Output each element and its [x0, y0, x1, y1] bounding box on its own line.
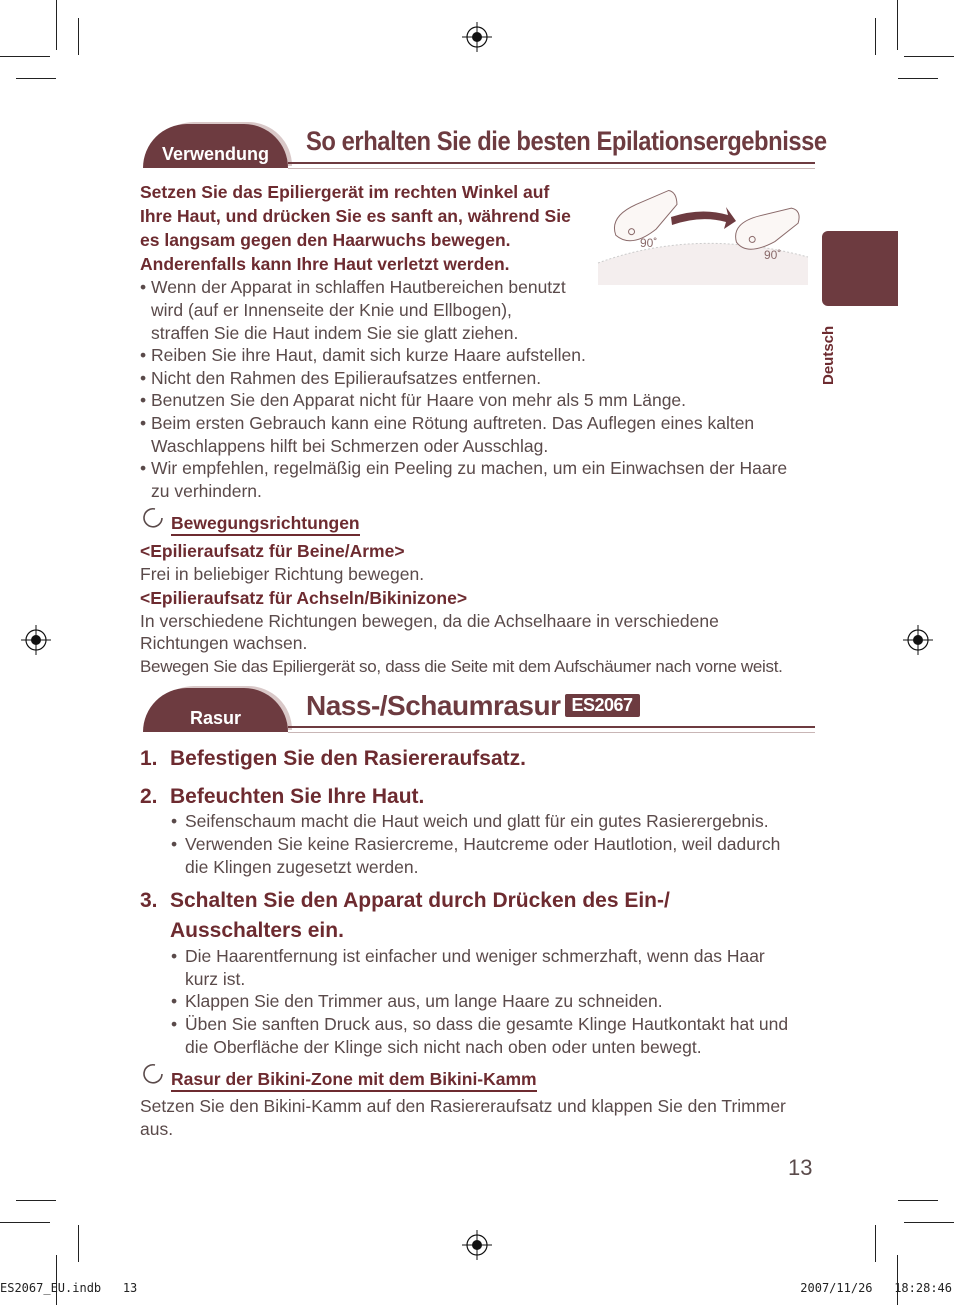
bullet-marker: • [171, 946, 178, 966]
bullet-marker: • [140, 413, 147, 433]
crop-mark [56, 1255, 57, 1305]
model-badge: ES2067 [565, 694, 640, 717]
intro-line: Anderenfalls kann Ihre Haut verletzt werden. [140, 254, 510, 274]
paragraph: Richtungen wachsen. [140, 633, 308, 653]
language-tab [822, 231, 898, 306]
intro-line: Setzen Sie das Epiliergerät im rechten Winkel auf [140, 182, 550, 202]
crop-mark [875, 18, 876, 55]
list-item: • Wenn der Apparat in schlaffen Hautbereichen benutzt wird (auf er Innenseite der Knie und Ellbogen), straffen Sie die Haut indem Sie sie glatt ziehen. [140, 277, 566, 343]
paragraph: aus. [140, 1119, 174, 1139]
bullet-marker: • [171, 991, 178, 1011]
note-icon [143, 1062, 165, 1084]
page-number: 13 [788, 1155, 813, 1180]
bullet-marker: • [171, 1014, 178, 1034]
angle-label: 90˚ [640, 236, 658, 250]
crop-mark [56, 0, 57, 50]
crop-mark [898, 1200, 938, 1201]
paragraph: In verschiedene Richtungen bewegen, da die Achselhaare in verschiedene [140, 611, 719, 631]
section-rule [288, 726, 815, 733]
crop-mark [78, 18, 79, 55]
registration-mark-icon [903, 625, 933, 655]
registration-mark-icon [462, 22, 492, 52]
list-item: • Reiben Sie ihre Haut, damit sich kurze Haare aufstellen. [140, 345, 586, 365]
arrow-icon [671, 207, 736, 229]
section-title-text: Nass-/Schaumrasur [306, 690, 561, 721]
intro-line: Ihre Haut, und drücken Sie es sanft an, während Sie [140, 206, 571, 226]
paragraph: Frei in beliebiger Richtung bewegen. [140, 564, 425, 584]
intro-line: es langsam gegen den Haarwuchs bewegen. [140, 230, 511, 250]
crop-mark [897, 1255, 898, 1305]
crop-mark [898, 78, 938, 79]
bullet-marker: • [140, 458, 147, 478]
section-title: So erhalten Sie die besten Epilationsergebnisse [306, 126, 827, 156]
footer-timestamp: 2007/11/26 18:28:46 [800, 1281, 952, 1295]
registration-mark-icon [21, 625, 51, 655]
note-heading: Bewegungsrichtungen [171, 513, 360, 536]
epilator-device-right [732, 207, 803, 252]
crop-mark [16, 78, 56, 79]
bullet-marker: • [140, 277, 147, 297]
section-rule [288, 162, 815, 169]
crop-mark [16, 1200, 56, 1201]
list-item: • Benutzen Sie den Apparat nicht für Haare von mehr als 5 mm Länge. [140, 390, 687, 410]
angle-label: 90˚ [764, 248, 782, 262]
note-icon [143, 506, 165, 528]
section-tab-label: Rasur [189, 708, 242, 728]
bullet-marker: • [140, 345, 147, 365]
bullet-marker: • [140, 390, 147, 410]
list-item: • Beim ersten Gebrauch kann eine Rötung auftreten. Das Auflegen eines kalten Waschlappens hilft bei Schmerzen oder Ausschlag. [140, 413, 755, 456]
crop-mark [897, 0, 898, 50]
bullet-marker: • [171, 834, 178, 854]
crop-mark [0, 56, 50, 57]
crop-mark [0, 1222, 50, 1223]
list-item: • Wir empfehlen, regelmäßig ein Peeling zu machen, um ein Einwachsen der Haare zu verhindern. [140, 458, 788, 501]
crop-mark [904, 56, 954, 57]
crop-mark [78, 1225, 79, 1262]
subheading: <Epilieraufsatz für Beine/Arme> [140, 541, 405, 561]
section-title [306, 690, 640, 722]
crop-mark [875, 1225, 876, 1262]
language-label: Deutsch [820, 325, 837, 385]
crop-mark [904, 1222, 954, 1223]
bullet-marker: • [171, 811, 178, 831]
note-heading: Rasur der Bikini-Zone mit dem Bikini-Kamm [171, 1069, 537, 1092]
section-tab-rasur [143, 688, 288, 732]
footer-file-info: ES2067_EU.indb 13 [0, 1281, 138, 1295]
paragraph: Setzen Sie den Bikini-Kamm auf den Rasiereraufsatz und klappen Sie den Trimmer [140, 1096, 786, 1116]
paragraph: Bewegen Sie das Epiliergerät so, dass die Seite mit dem Aufschäumer nach vorne weist. [140, 657, 783, 676]
list-item: • Nicht den Rahmen des Epilieraufsatzes entfernen. [140, 368, 542, 388]
section-tab-verwendung [143, 124, 288, 168]
bullet-marker: • [140, 368, 147, 388]
registration-mark-icon [462, 1230, 492, 1260]
section-tab-label: Verwendung [161, 144, 269, 164]
subheading: <Epilieraufsatz für Achseln/Bikinizone> [140, 588, 468, 608]
